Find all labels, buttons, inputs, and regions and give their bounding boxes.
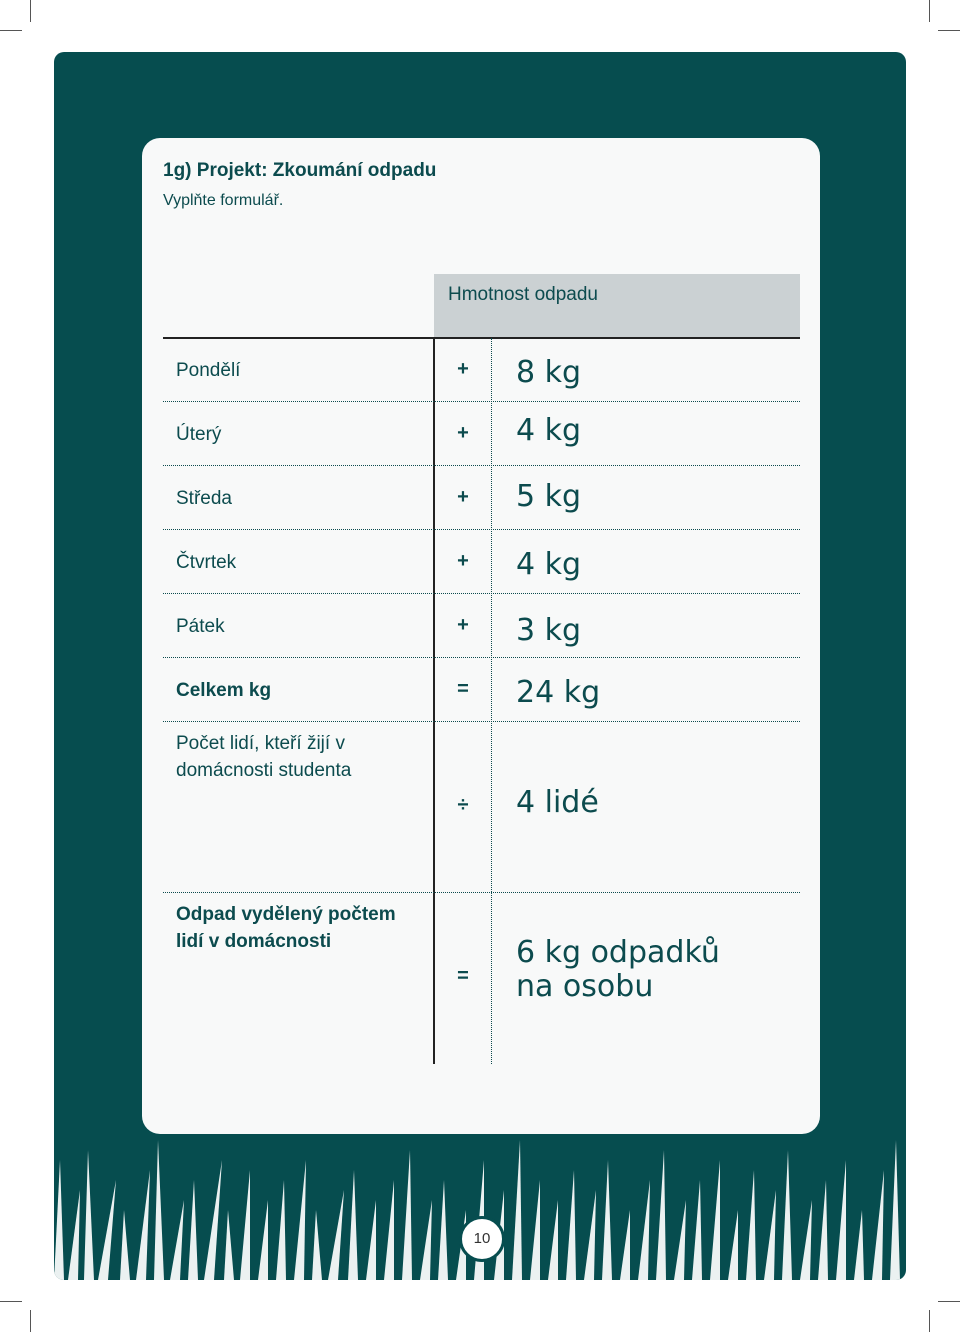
row-divider [163, 721, 800, 722]
result-value-line: na osobu [516, 969, 654, 1004]
plus-operator: + [457, 358, 469, 380]
crop-mark [938, 1301, 960, 1302]
crop-mark [30, 1310, 31, 1332]
table-row-label: Pátek [176, 616, 225, 637]
total-label: Celkem kg [176, 680, 272, 701]
row-divider [163, 529, 800, 530]
plus-operator: + [457, 486, 469, 508]
page-number: 10 [459, 1216, 505, 1262]
table-row-value: 4 kg [516, 413, 582, 448]
people-label-line: Počet lidí, kteří žijí v [176, 733, 345, 754]
plus-operator: + [457, 550, 469, 572]
crop-mark [938, 30, 960, 31]
column-header [434, 274, 800, 338]
crop-mark [929, 1310, 930, 1332]
result-value [516, 936, 720, 1004]
plus-operator: + [457, 614, 469, 636]
total-value: 24 kg [516, 675, 601, 710]
row-divider [163, 465, 800, 466]
result-value-line: 6 kg odpadků [516, 935, 720, 970]
crop-mark [0, 1301, 22, 1302]
table-row-value: 3 kg [516, 613, 582, 648]
table-row-label: Úterý [176, 424, 222, 445]
divide-operator: ÷ [457, 794, 469, 816]
crop-mark [0, 30, 22, 31]
table-row-label: Pondělí [176, 360, 241, 381]
table-row-value: 4 kg [516, 547, 582, 582]
page-title: 1g) Projekt: Zkoumání odpadu [163, 160, 437, 181]
row-divider [163, 657, 800, 658]
table-row-label: Středa [176, 488, 232, 509]
people-label-line: domácnosti studenta [176, 760, 352, 781]
row-divider [163, 593, 800, 594]
row-divider [163, 401, 800, 402]
people-value: 4 lidé [516, 785, 599, 820]
crop-mark [30, 0, 31, 22]
crop-mark [929, 0, 930, 22]
plus-operator: + [457, 422, 469, 444]
table-top-rule [163, 337, 800, 339]
row-divider [163, 892, 800, 893]
table-dotted-divider [491, 338, 492, 1064]
people-label [176, 730, 351, 784]
table-row-label: Čtvrtek [176, 552, 237, 573]
equals-operator: = [457, 965, 469, 987]
result-label-line: lidí v domácnosti [176, 931, 332, 952]
instructions: Vyplňte formulář. [163, 192, 284, 209]
table-row-value: 8 kg [516, 355, 582, 390]
equals-operator: = [457, 678, 469, 700]
result-label-line: Odpad vydělený počtem [176, 904, 396, 925]
table-row-value: 5 kg [516, 479, 582, 514]
column-header-label: Hmotnost odpadu [448, 284, 598, 305]
result-label [176, 901, 396, 955]
table-column-divider [433, 338, 435, 1064]
